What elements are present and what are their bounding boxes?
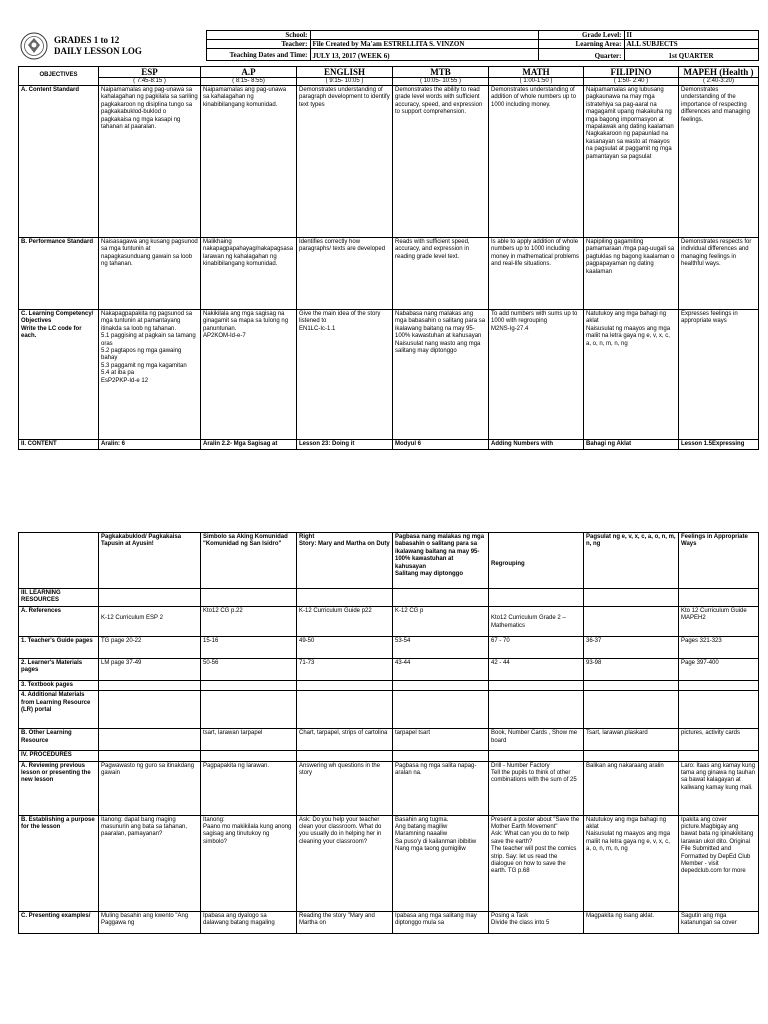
subject-header-esp: ESP (99, 67, 201, 78)
lesson-cell-mapeh-health (679, 589, 759, 607)
lesson-cell-mapeh-health: Demonstrates respects for individual differences and managing feelings in healthful ways. (679, 238, 759, 310)
teacher-value: File Created by Ma'am ESTRELLITA S. VINZON (310, 40, 538, 49)
subject-time-math: ( 1:00-1:50 ) (489, 78, 584, 86)
lesson-cell-mapeh-health: pictures, activity cards (679, 729, 759, 751)
lesson-cell-a-p (201, 589, 297, 607)
lesson-cell-mtb: Modyul 6 (393, 440, 489, 450)
subject-header-english: ENGLISH (297, 67, 393, 78)
school-label: School: (206, 31, 310, 40)
lesson-cell-filipino (584, 606, 679, 636)
lesson-cell-mapeh-health: Demonstrates understanding of the importance of respecting differences and managing feelings. (679, 86, 759, 238)
form-title-line1: GRADES 1 to 12 (54, 34, 120, 45)
lesson-cell-mapeh-health (679, 691, 759, 729)
lesson-cell-mtb: Pagbasa ng mga salita napag-aralan na. (393, 761, 489, 815)
school-value (310, 31, 538, 40)
row-label: IV. PROCEDURES (19, 751, 99, 761)
lesson-cell-mapeh-health (679, 680, 759, 690)
lesson-row (19, 680, 759, 690)
lesson-cell-a-p: Aralin 2.2- Mga Sagisag at (201, 440, 297, 450)
lesson-cell-mtb (393, 680, 489, 690)
lesson-cell-english: 71-73 (297, 658, 393, 680)
lesson-cell-filipino: Tsart, larawan,plaskard (584, 729, 679, 751)
subject-header-math: MATH (489, 67, 584, 78)
lesson-row (19, 310, 759, 440)
lesson-cell-esp: Pagkakabuklod/ Pagkakaisa Tapusin at Ayusin! (99, 533, 201, 589)
lesson-row (19, 815, 759, 911)
row-label: 1. Teacher's Guide pages (19, 636, 99, 658)
lesson-cell-mtb (393, 589, 489, 607)
subject-time-esp: ( 7:45-8:15 ) (99, 78, 201, 86)
lesson-cell-esp: Naipamamalas ang pag-unawa sa kahalagahan ng pagkilala sa sariling pagkakaroon ng disiplina tungo sa pagkakabuklod-buklod o pagkakaisa ng mga kasapi ng tahanan at paaralan. (99, 86, 201, 238)
grade-level-label: Grade Level: (538, 31, 624, 40)
lesson-cell-esp: Muling basahin ang kwento "Ang Paggawa ng (99, 911, 201, 933)
lesson-row (19, 729, 759, 751)
lesson-cell-english: K-12 Curriculum Guide p22 (297, 606, 393, 636)
lesson-cell-esp: K-12 Curriculum ESP 2 (99, 606, 201, 636)
subject-time-mtb: ( 10:05- 10:55 ) (393, 78, 489, 86)
lesson-cell-filipino: Bahagi ng Aklat (584, 440, 679, 450)
lesson-row (19, 761, 759, 815)
lesson-cell-esp (99, 729, 201, 751)
lesson-cell-english (297, 680, 393, 690)
lesson-cell-english (297, 751, 393, 761)
lesson-cell-mtb (393, 691, 489, 729)
lesson-cell-mapeh-health: Lesson 1.5Expressing (679, 440, 759, 450)
lesson-cell-a-p (201, 680, 297, 690)
lesson-cell-a-p: Nakikilala ang mga sagisag na ginagamit sa mapa sa tulong ng panuntunan. AP2KOM-Id-e-7 (201, 310, 297, 440)
lesson-cell-esp: Pagwawasto ng guro sa itinakdang gawain (99, 761, 201, 815)
subject-time-a-p: ( 8:15- 8:55) (201, 78, 297, 86)
row-label: A. Content Standard (19, 86, 99, 238)
lesson-cell-mapeh-health: Pages 321-323 (679, 636, 759, 658)
lesson-row (19, 238, 759, 310)
lesson-cell-math: Demonstrates understanding of addition of whole numbers up to 1000 including money. (489, 86, 584, 238)
lesson-cell-math (489, 589, 584, 607)
lesson-cell-math: Present a poster about "Save the Mother Earth Movement" Ask: What can you do to help save the earth? The teacher will post the comics strip. Say: let us read the dialogue on how to save the earth. TG p.68 (489, 815, 584, 911)
lesson-cell-a-p: Naipamamalas ang pag-unawa sa kahalagahan ng kinabibilangang komunidad. (201, 86, 297, 238)
lesson-cell-mapeh-health: Kto 12 Curriculum Guide MAPEH2 (679, 606, 759, 636)
row-label: 4. Additional Materials from Learning Resource (LR) portal (19, 691, 99, 729)
quarter-value: 1st QUARTER (624, 49, 758, 61)
lesson-cell-mapeh-health: Sagutin ang mga katanungan sa cover (679, 911, 759, 933)
lesson-cell-mtb: Basahin ang tugma. Ang batang magiliw Maramning naaaliw Sa puso'y di kailanman ibibitiw Nang mga taong gumigiliw (393, 815, 489, 911)
lesson-cell-esp: Aralin: 6 (99, 440, 201, 450)
lesson-row (19, 440, 759, 450)
quarter-label: Quarter: (538, 49, 624, 61)
lesson-cell-esp: Naisasagawa ang kusang pagsunod sa mga tuntunin at napagkasunduang gawain sa loob ng tahanan. (99, 238, 201, 310)
lesson-row (19, 691, 759, 729)
subject-header-filipino: FILIPINO (584, 67, 679, 78)
lesson-cell-filipino: Naipamamalas ang lubusang pagkaunawa na may mga istratehiya sa pag-aaral na magagamit upang makakuha ng mga bagong impormasyon at mapalawak ang dating kaalaman Nagkakaroon ng papaunlad na kasanayan sa wasto at maayos na pagsulat at paggamit ng mga pamantayan sa pagsulat (584, 86, 679, 238)
lesson-cell-mtb: Nababasa nang malakas ang mga babasahin o salitang para sa ikalawang baitang na may 95-100% kawastuhan at kahusayan Naisusulat nang wasto ang mga salitang may diptonggo (393, 310, 489, 440)
lesson-cell-english: 49-50 (297, 636, 393, 658)
subject-header-mtb: MTB (393, 67, 489, 78)
learning-area-label: Learning Area: (538, 40, 624, 49)
logo-cell (18, 31, 206, 61)
row-label: A. References (19, 606, 99, 636)
lesson-cell-filipino (584, 589, 679, 607)
lesson-cell-math: Kto12 Curriculum Grade 2 – Mathematics (489, 606, 584, 636)
lesson-row (19, 751, 759, 761)
lesson-cell-esp: TG page 20-22 (99, 636, 201, 658)
subject-header-row (19, 67, 759, 78)
lesson-cell-mapeh-health: Feelings in Appropriate Ways (679, 533, 759, 589)
lesson-cell-filipino: Pagsulat ng e, v, x, c, a, o, n, m, n, ng (584, 533, 679, 589)
row-label: B. Establishing a purpose for the lesson (19, 815, 99, 911)
teacher-label: Teacher: (206, 40, 310, 49)
lesson-cell-mtb: K-12 CG p (393, 606, 489, 636)
lesson-cell-math: Drill - Number Factory Tell the pupils to think of other combinations with the sum of 25 (489, 761, 584, 815)
lesson-cell-a-p: Pagpapakita ng larawan. (201, 761, 297, 815)
lesson-cell-filipino (584, 751, 679, 761)
lesson-cell-a-p (201, 691, 297, 729)
lesson-cell-filipino: 93-98 (584, 658, 679, 680)
dll-page-2 (18, 532, 758, 934)
lesson-cell-a-p: 15-16 (201, 636, 297, 658)
lesson-cell-english: Answering wh questions in the story (297, 761, 393, 815)
lesson-cell-filipino: 36-37 (584, 636, 679, 658)
row-label: III. LEARNING RESOURCES (19, 589, 99, 607)
lesson-row (19, 533, 759, 589)
lesson-cell-filipino: Natutukoy ang mga bahagi ng aklat Naisusulat ng maayos ang mga maliit na letra gaya ng e, v, x, c, a, o, n, m, n, ng (584, 815, 679, 911)
lesson-cell-english: Ask: Do you help your teacher clean your classroom. What do you usually do in helping her in cleaning your classroom? (297, 815, 393, 911)
subject-time-mapeh-health: ( 2:40-3:20) (679, 78, 759, 86)
lesson-cell-math: Regrouping (489, 533, 584, 589)
row-label: B. Performance Standard (19, 238, 99, 310)
lesson-cell-esp (99, 751, 201, 761)
lesson-cell-math: Posing a Task Divide the class into 5 (489, 911, 584, 933)
lesson-cell-a-p: tsart, larawan tarpapel (201, 729, 297, 751)
lesson-cell-math (489, 680, 584, 690)
lesson-cell-math: Adding Numbers with (489, 440, 584, 450)
row-label: 3. Textbook pages (19, 680, 99, 690)
header-table (18, 30, 759, 61)
lesson-cell-filipino (584, 680, 679, 690)
lesson-cell-filipino: Balikan ang nakaraang aralin (584, 761, 679, 815)
teaching-dates-value: JULY 13, 2017 (WEEK 6) (310, 49, 538, 61)
lesson-cell-esp (99, 680, 201, 690)
lesson-cell-mapeh-health: Page 397-400 (679, 658, 759, 680)
lesson-cell-esp (99, 691, 201, 729)
lesson-row (19, 86, 759, 238)
lesson-row (19, 911, 759, 933)
grade-level-value: II (624, 31, 758, 40)
lesson-cell-english: Chart, tarpapel, strips of cartolina (297, 729, 393, 751)
lesson-cell-english (297, 589, 393, 607)
lesson-cell-english: Demonstrates understanding of paragraph development to identify text types (297, 86, 393, 238)
lesson-cell-a-p: Itanong: Paano mo makikilala kung anong sagisag ang tinutukoy ng simbolo? (201, 815, 297, 911)
row-label: B. Other Learning Resource (19, 729, 99, 751)
lesson-cell-math (489, 691, 584, 729)
row-label: A. Reviewing previous lesson or presenting the new lesson (19, 761, 99, 815)
teaching-dates-label: Teaching Dates and Time: (206, 49, 310, 61)
lesson-cell-esp: Itanong: dapat bang maging masunurin ang bata sa tahanan, paaralan, pamayanan? (99, 815, 201, 911)
subject-time-filipino: ( 1:50- 2:40 ) (584, 78, 679, 86)
lesson-cell-filipino: Napipiling gagamiting pamamaraan /mga pag-uugali sa pagtuklas ng bagong kaalaman o pagpapayaman ng dating kaalaman (584, 238, 679, 310)
lesson-cell-english: Right Story: Mary and Martha on Duty (297, 533, 393, 589)
lesson-cell-filipino: Natutukoy ang mga bahagi ng aklat Naisusulat ng maayos ang mga maliit na letra gaya ng e, v, x, c, a, o, n, m, n, ng (584, 310, 679, 440)
dll-page-1 (18, 30, 758, 450)
lesson-cell-a-p: Ipabasa ang dyalogo sa dalawang batang magaling (201, 911, 297, 933)
lesson-table-bottom (18, 532, 759, 934)
row-label: II. CONTENT (19, 440, 99, 450)
row-label: 2. Learner's Materials pages (19, 658, 99, 680)
time-row (19, 78, 759, 86)
lesson-row (19, 606, 759, 636)
lesson-cell-mapeh-health: Laro: Itaas ang kamay kung tama ang ginawa ng tauhan sa bawat kalagayan at kaliwang kamay kung mali. (679, 761, 759, 815)
lesson-cell-math: To add numbers with sums up to 1000 with regrouping M2NS-Ig-27.4 (489, 310, 584, 440)
subject-header-mapeh-health: MAPEH (Health ) (679, 67, 759, 78)
lesson-cell-mtb: 43-44 (393, 658, 489, 680)
lesson-cell-english (297, 691, 393, 729)
lesson-cell-esp (99, 589, 201, 607)
lesson-cell-math: 42 - 44 (489, 658, 584, 680)
lesson-cell-mtb: tarpapel tsart (393, 729, 489, 751)
lesson-cell-mtb (393, 751, 489, 761)
lesson-cell-a-p: Malikhaing nakapagpapahayag/nakapagsasalarawan ng kahalagahan ng kinabibilangang komunidad. (201, 238, 297, 310)
lesson-cell-math: Is able to apply addition of whole numbers up to 1000 including money in mathematical problems and real-life situations. (489, 238, 584, 310)
lesson-cell-a-p (201, 751, 297, 761)
subject-header-a-p: A.P (201, 67, 297, 78)
row-label: C. Presenting examples/ (19, 911, 99, 933)
lesson-cell-mapeh-health (679, 751, 759, 761)
lesson-cell-english: Lesson 23: Doing it (297, 440, 393, 450)
lesson-cell-mtb: Ipabasa ang mga salitang may diptonggo mula sa (393, 911, 489, 933)
lesson-cell-mtb: Reads with sufficient speed, accuracy, and expression in reading grade level text. (393, 238, 489, 310)
lesson-cell-mapeh-health: Expresses feelings in appropriate ways (679, 310, 759, 440)
row-label (19, 533, 99, 589)
lesson-cell-filipino (584, 691, 679, 729)
lesson-cell-a-p: Simbolo sa Aking Komunidad "Komunidad ng San Isidro" (201, 533, 297, 589)
lesson-cell-mtb: Demonstrates the ability to read grade level words with sufficient accuracy, speed, and expression to support comprehension. (393, 86, 489, 238)
lesson-cell-math: Book, Number Cards , Show me board (489, 729, 584, 751)
lesson-cell-english: Reading the story "Mary and Martha on (297, 911, 393, 933)
lesson-cell-english: Identifies correctly how paragraphs/ texts are developed (297, 238, 393, 310)
lesson-cell-math: 67 - 70 (489, 636, 584, 658)
lesson-cell-filipino: Magpakita ng isang aklat. (584, 911, 679, 933)
lesson-cell-esp: LM page 37-49 (99, 658, 201, 680)
learning-area-value: ALL SUBJECTS (624, 40, 758, 49)
lesson-table-top (18, 66, 759, 450)
form-title-line2: DAILY LESSON LOG (54, 45, 142, 56)
row-label: C. Learning Competency/ Objectives Write the LC code for each. (19, 310, 99, 440)
lesson-cell-mtb: Pagbasa nang malakas ng mga babasahin o salitang para sa ikalawang baitang na may 95-100% kawastuhan at kahusayan Salitang may diptonggo (393, 533, 489, 589)
lesson-row (19, 589, 759, 607)
lesson-row (19, 636, 759, 658)
subject-time-english: ( 9:15- 10:05 ) (297, 78, 393, 86)
objectives-header: OBJECTIVES (19, 67, 99, 86)
lesson-cell-english: Give the main idea of the story listened to EN1LC-Ic-1.1 (297, 310, 393, 440)
lesson-cell-esp: Nakapagpapakita ng pagsunod sa mga tuntunin at pamantayang itinakda sa loob ng tahanan. 5.1 paggising at pagkain sa tamang oras 5.2 pagtapos ng mga gawaing bahay 5.3 paggamit ng mga kagamitan 5.4 at iba pa EsP2PKP-Id-e 12 (99, 310, 201, 440)
lesson-cell-mtb: 53-54 (393, 636, 489, 658)
lesson-cell-mapeh-health: Ipakita ang cover picture.Magbigay ang bawat bata ng ipinakikitang larawan ukol dito. Original File Submitted and Formatted by DepEd Club Member - visit depedclub.com for more (679, 815, 759, 911)
deped-seal-icon (20, 32, 48, 60)
lesson-row (19, 658, 759, 680)
lesson-cell-a-p: Kto12 CG p.22 (201, 606, 297, 636)
lesson-cell-math (489, 751, 584, 761)
lesson-cell-a-p: 50-56 (201, 658, 297, 680)
